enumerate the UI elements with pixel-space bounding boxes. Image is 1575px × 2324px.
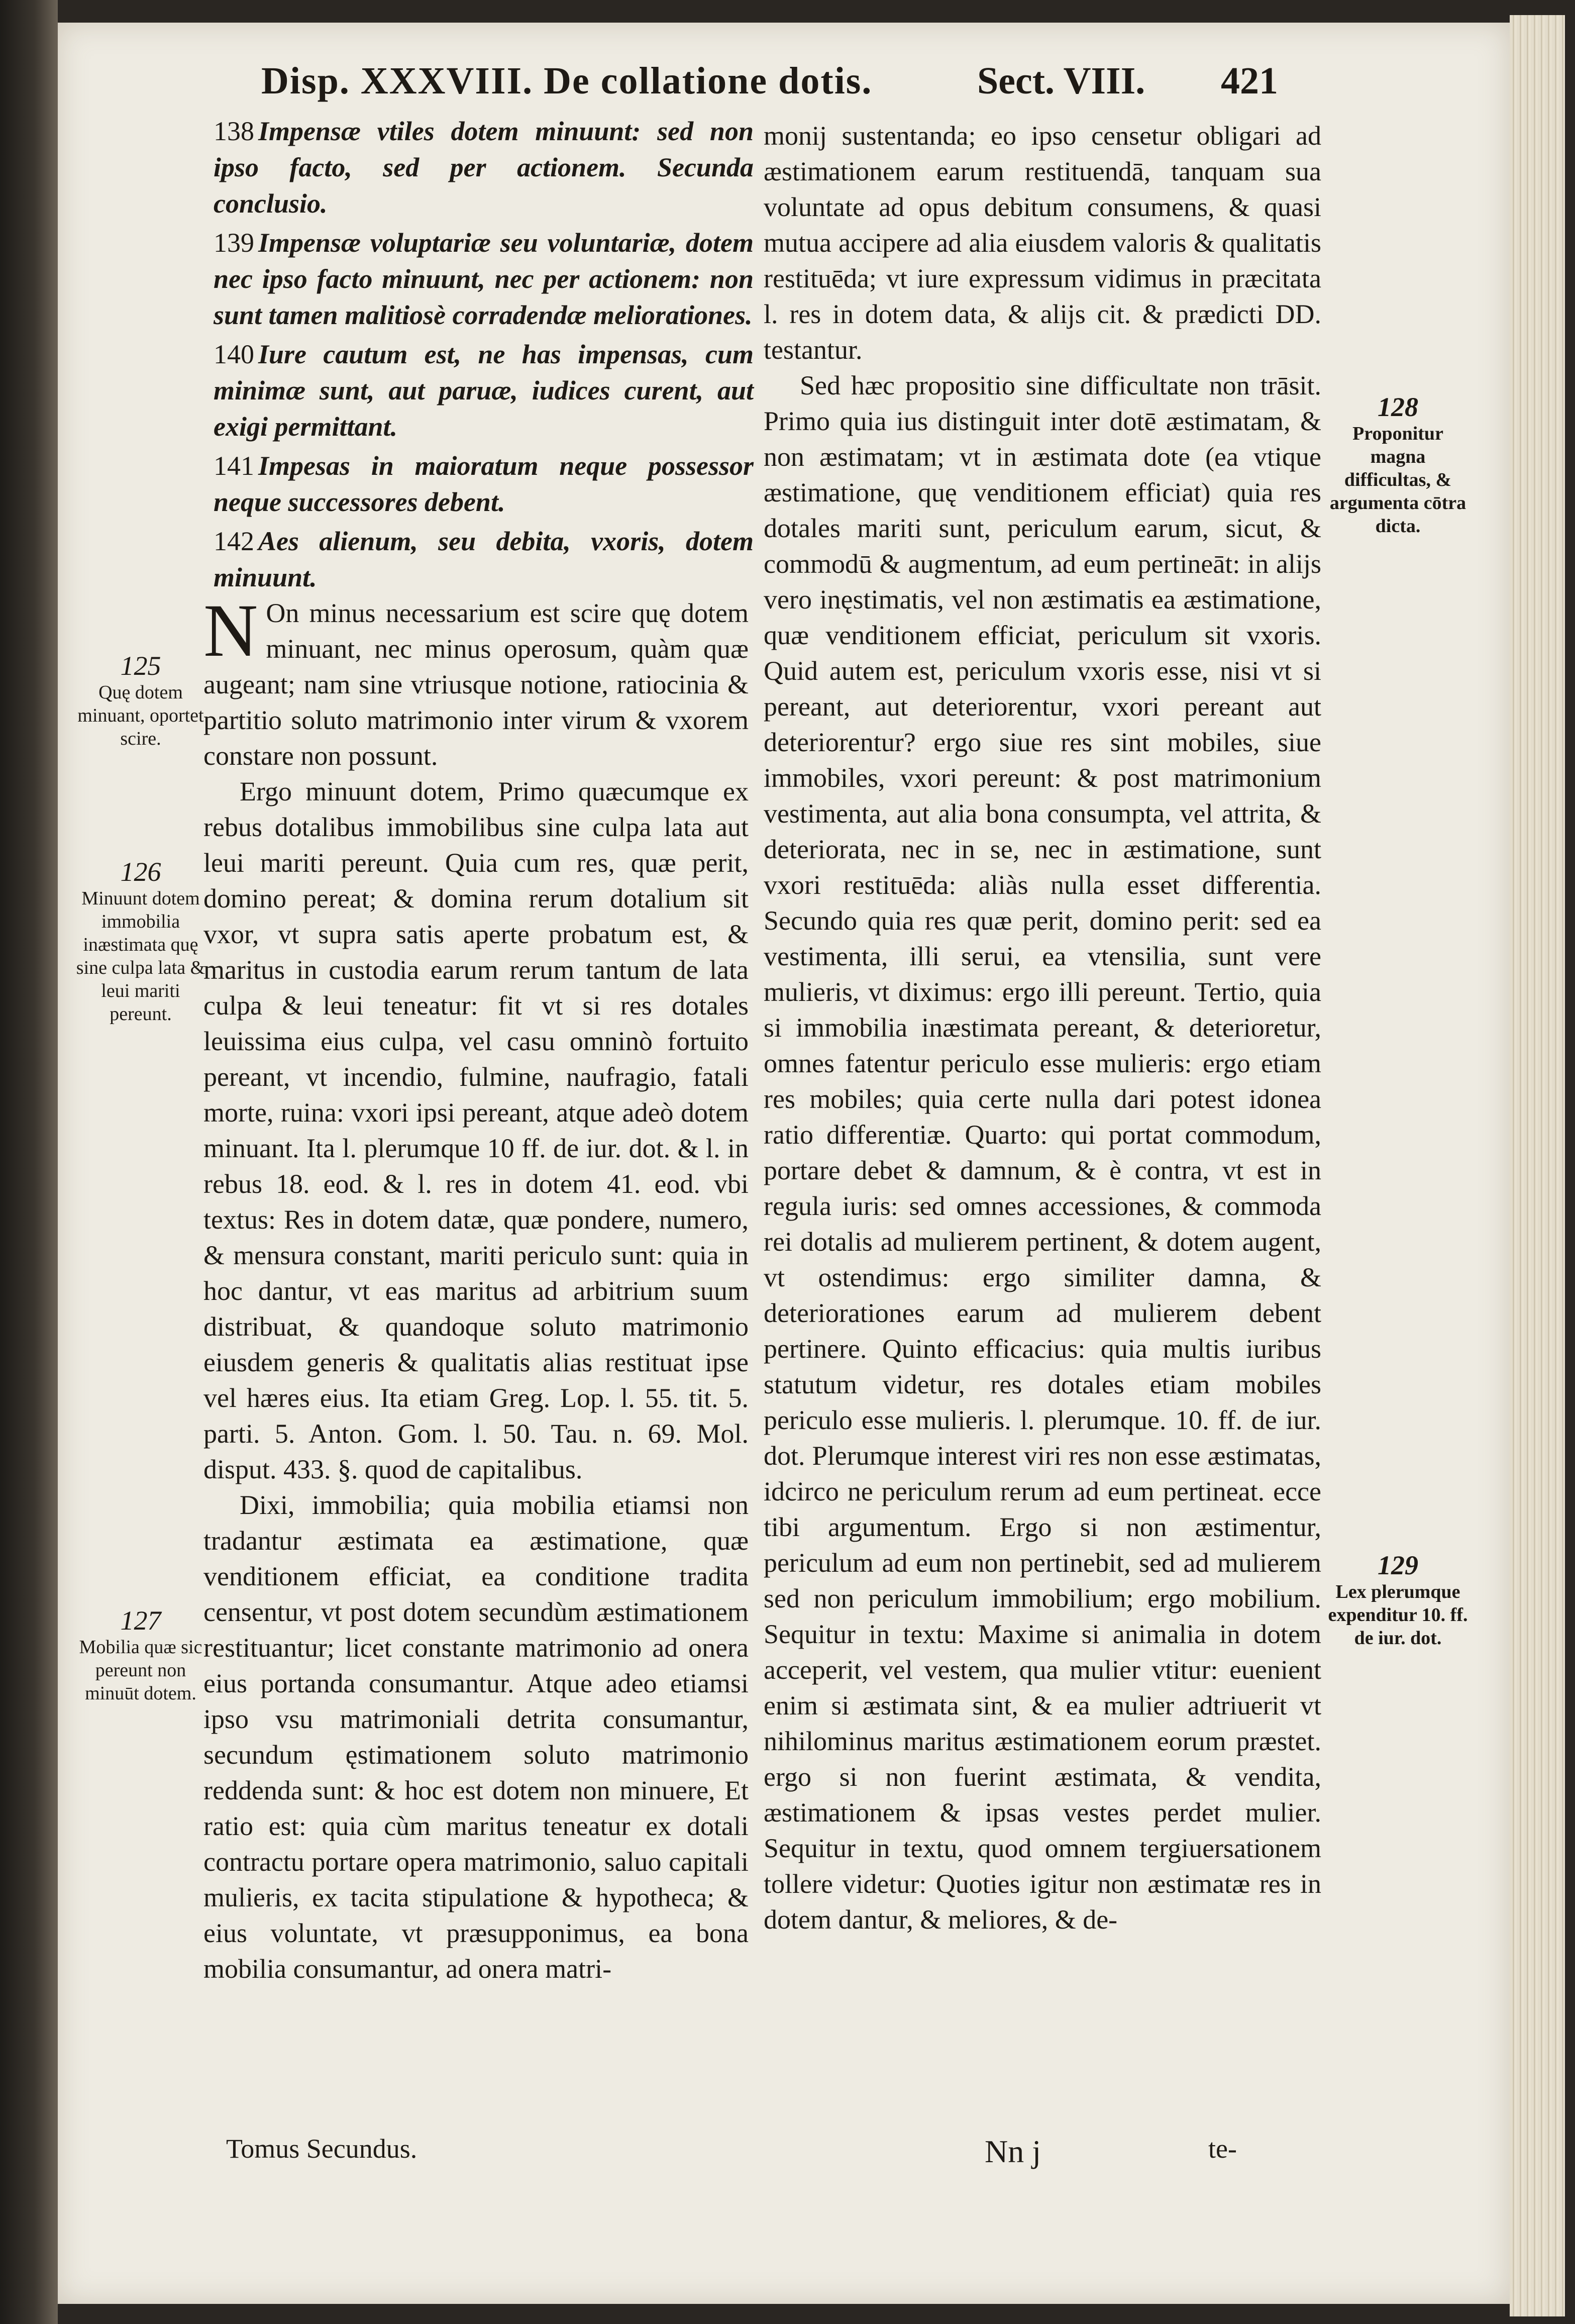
drop-cap: N	[203, 589, 258, 672]
paragraph: Dixi, immobilia; quia mobilia etiamsi non tradantur æstimata ea æstimatione, quæ venditionem efficiat, ea conditione tradita censentur, vt post dotem secundùm æstimationem restituantur; licet constante matrimonio ad onera eius portanda consumantur. Atque adeo etiamsi ipso vsu matrimoniali detrita consumantur, secundum ęstimationem soluto matrimonio reddenda sunt: & hoc est dotem non minuere, Et ratio est: quia cùm maritus teneatur ex dotali contractu portare opera matrimonio, saluo capitali mulieris, ex tacita stipulatione & hypotheca; & eius voluntate, vt præsupponimus, ea bona mobilia consumantur, ad onera matri-	[203, 1490, 749, 1984]
summary-item: 141 Impesas in maioratum neque possessor neque successores debent.	[214, 451, 754, 517]
margin-note: 125 Quę dotem minuant, oportet scire.	[77, 651, 204, 749]
margin-note: 129 Lex plerumque expenditur 10. ff. de iur. dot.	[1328, 1550, 1468, 1649]
margin-note: 128 Proponitur magna difficultas, & argumenta cōtra dicta.	[1329, 392, 1466, 537]
paragraph: Sed hæc propositio sine difficultate non trāsit. Primo quia ius distinguit inter dotē æstimatam, & non æstimatam; vt in æstimata dote (ea vtique æstimatione, quę venditionem efficiat) quia res dotales mariti sunt, periculum earum, sicut, & commodū & augmentum, ad eum pertineāt: in alijs vero inęstimatis, vel non æstimatis ea æstimatione, quæ venditionem efficiat, periculum sit vxoris. Quid autem est, periculum vxoris esse, nisi vt si pereant, aut deteriorentur, vxori pereant aut deteriorentur? ergo siue res sint mobiles, siue immobiles, vxori pereunt: & post matrimonium vestimenta, aut alia bona consumpta, vel attrita, & deteriorata, nec in se, nec in æstimatione, sunt vxori restituēda: aliàs nulla esset differentia. Secundo quia res quæ perit, domino perit: sed ea vestimenta, illi serui, ea vtensilia, sunt vere mulieris, vt diximus: ergo illi pereunt. Tertio, quia si immobilia inæstimata pereant, & deterioretur, omnes fatentur periculo esse mulieris: ergo etiam res mobiles; quia certe nulla dari potest idonea ratio differentiæ. Quarto: qui portat commodum, portare debet & damnum, & è contra, vt est in regula iuris: sed omnes accessiones, & commoda rei dotalis ad mulierem pertinent, & dotem augent, vt ostendimus: ergo similiter damna, & deteriorationes earum ad mulierem debent pertinere. Quinto efficacius: quia multis iuribus statutum videtur, res dotales etiam mobiles periculo esse mulieris. l. plerumque. 10. ff. de iur. dot. Plerumque interest viri res non esse æstimatas, idcirco ne periculum rerum ad eum pertineat. ecce tibi argumentum. Ergo si non æstimentur, periculum ad eum non pertinebit, sed ad mulierem sed non periculum immobilium; ergo mobilium. Sequitur in textu: Maxime si animalia in dotem acceperit, vel vestem, qua mulier vtitur: euenient enim si æstimata sint, & ea mulier adtriuerit vt nihilominus maritus æstimationem eorum præstet. ergo si non fuerint æstimata, & vendita, æstimationem & ipsas vestes perdet mulier. Sequitur in textu, quod omnem tergiuersationem tollere videtur: Quoties igitur non æstimatæ res in dotem dantur, & meliores, & de-	[764, 370, 1321, 1935]
paragraph: Ergo minuunt dotem, Primo quæcumque ex rebus dotalibus immobilibus sine culpa lata aut leui mariti pereunt. Quia cum res, quæ perit, domino pereat; & domina rerum dotalium sit vxor, vt supra satis aperte probatum est, & maritus in custodia earum rerum tantum de lata culpa & leui teneatur: fit vt si res dotales leuissima eius culpa, vel casu omninò fortuito pereant, vt incendio, fulmine, naufragio, fatali morte, ruina: vxori ipsi pereant, atque adeò dotem minuant. Ita l. plerumque 10 ff. de iur. dot. & l. in rebus 18. eod. & l. res in dotem 41. eod. vbi textus: Res in dotem datæ, quæ pondere, numero, & mensura constant, mariti periculo sunt: quia in hoc dantur, vt eas maritus ad arbitrium suum distribuat, & quandoque soluto matrimonio eiusdem generis & qualitatis alias restituat ipse vel hæres eius. Ita etiam Greg. Lop. l. 55. tit. 5. parti. 5. Anton. Gom. l. 50. Tau. n. 69. Mol. disput. 433. §. quod de capitalibus.	[203, 776, 749, 1484]
right-text-column	[764, 118, 1321, 1938]
paragraph: N On minus necessarium est scire quę dotem minuant, nec minus operosum, quàm quæ augeant; nam sine vtriusque notione, ratiocinia & partitio soluto matrimonio inter virum & vxorem constare non possunt.	[203, 589, 749, 771]
catchword: te-	[1208, 2134, 1237, 2164]
bleed-through-left	[75, 126, 211, 628]
book-spine	[0, 0, 58, 2324]
volume-label: Tomus Secundus.	[226, 2134, 417, 2164]
summary-item: 140 Iure cautum est, ne has impensas, cum minimæ sunt, aut paruæ, iudices curent, aut exigi permittant.	[214, 339, 754, 442]
paragraph: monij sustentanda; eo ipso censetur obligari ad æstimationem earum restituendā, tanquam sua voluntate ad opus debitum consumens, & quasi mutua accipere ad alia eiusdem valoris & qualitatis restituēda; vt iure expressum vidimus in præcitata l. res in dotem data, & alijs cit. & prædicti DD. testantur.	[764, 121, 1321, 365]
section-label: Sect. VIII.	[977, 60, 1145, 102]
page-number: 421	[1221, 60, 1278, 102]
running-title: Disp. XXXVIII. De collatione dotis.	[261, 60, 873, 102]
page-edges	[1510, 15, 1565, 2316]
summary-item: 142 Aes alienum, seu debita, vxoris, dotem minuunt.	[214, 526, 754, 592]
summary-item: 139 Impensæ voluptariæ seu voluntariæ, dotem nec ipso facto minuunt, nec per actionem: non sunt tamen malitiosè corradendæ meliorationes.	[214, 228, 754, 330]
margin-note: 127 Mobilia quæ sic pereunt non minuūt dotem.	[79, 1605, 202, 1704]
margin-note: 126 Minuunt dotem immobilia inæstimata quę sine culpa lata & leui mariti pereunt.	[76, 857, 205, 1025]
summary-list	[214, 113, 754, 598]
summary-item: 138 Impensæ vtiles dotem minuunt: sed non ipso facto, sed per actionem. Secunda conclusio.	[214, 116, 754, 219]
left-text-column	[203, 589, 749, 1987]
signature-mark: Nn j	[985, 2134, 1041, 2169]
